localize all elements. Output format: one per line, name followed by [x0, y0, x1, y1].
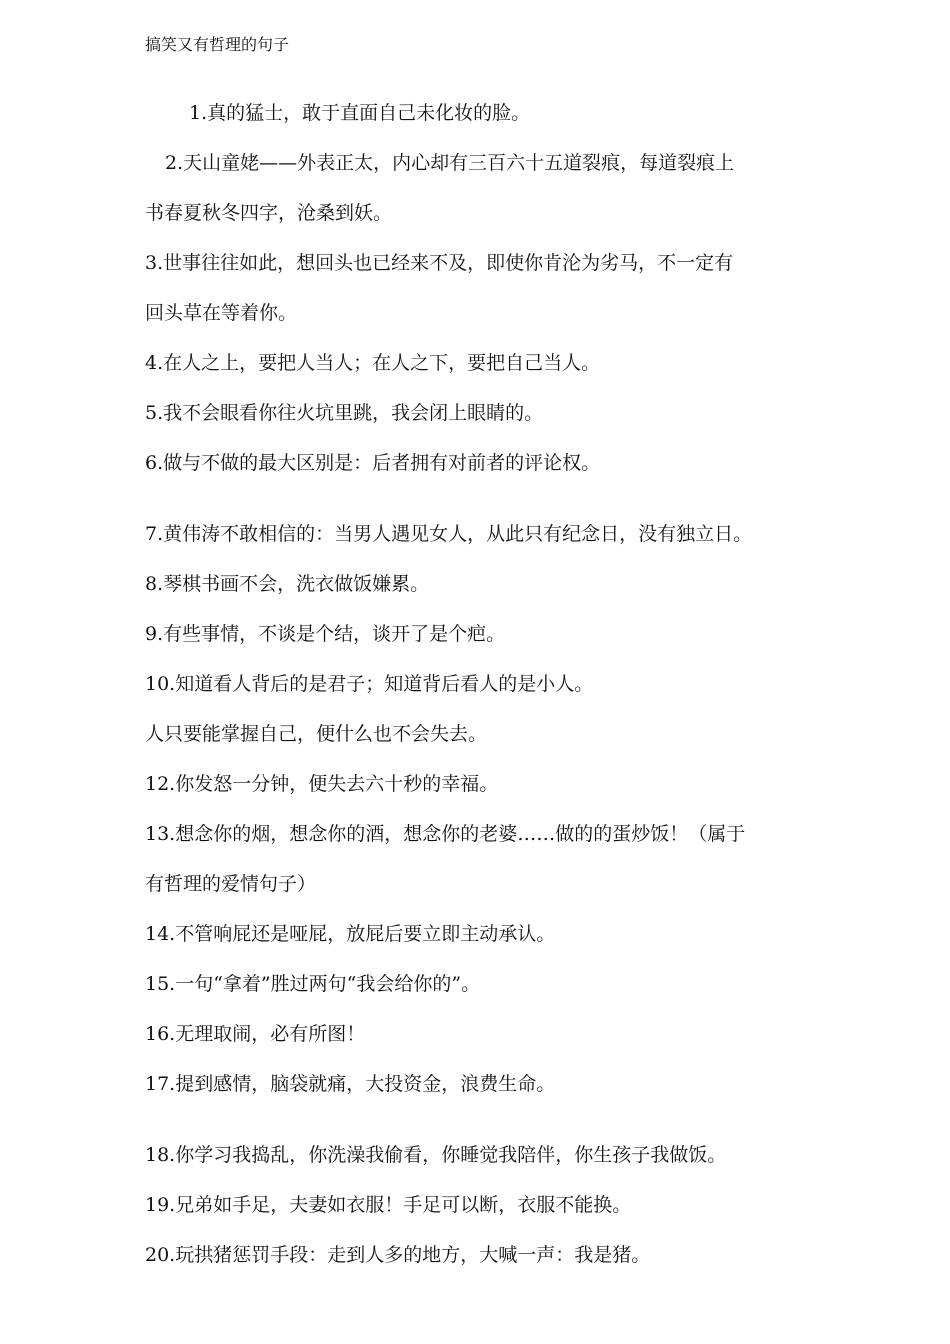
quote-line-15: 15.一句“拿着”胜过两句“我会给你的”。 [145, 973, 481, 995]
paragraph-gap [145, 498, 825, 519]
quote-line-7: 7.黄伟涛不敢相信的：当男人遇见女人，从此只有纪念日，没有独立日。 [145, 523, 753, 545]
quote-line-8: 8.琴棋书画不会，洗衣做饭嫌累。 [145, 573, 430, 595]
quote-line-11: 人只要能掌握自己，便什么也不会失去。 [145, 723, 488, 745]
quote-line-4: 4.在人之上，要把人当人；在人之下，要把自己当人。 [145, 352, 601, 374]
quote-line-16: 16.无理取闹，必有所图！ [145, 1023, 366, 1045]
quote-line-17: 17.提到感情，脑袋就痛，大投资金，浪费生命。 [145, 1073, 556, 1095]
quote-line-14: 14.不管响屁还是哑屁，放屁后要立即主动承认。 [145, 923, 556, 945]
page-header: 搞笑又有哲理的句子 [145, 35, 290, 54]
quote-line-18: 18.你学习我捣乱，你洗澡我偷看，你睡觉我陪伴，你生孩子我做饭。 [145, 1144, 727, 1166]
quote-line-12: 12.你发怒一分钟，便失去六十秒的幸福。 [145, 773, 499, 795]
quote-line-9: 9.有些事情，不谈是个结，谈开了是个疤。 [145, 623, 506, 645]
quote-line-13: 13.想念你的烟，想念你的酒，想念你的老婆……做的的蛋炒饭！（属于 [145, 823, 746, 845]
quote-line-13-cont: 有哲理的爱情句子） [145, 873, 317, 895]
paragraph-gap [145, 1119, 825, 1140]
quote-line-19: 19.兄弟如手足，夫妻如衣服！手足可以断，衣服不能换。 [145, 1194, 632, 1216]
quote-line-6: 6.做与不做的最大区别是：后者拥有对前者的评论权。 [145, 452, 601, 474]
quote-line-10: 10.知道看人背后的是君子；知道背后看人的是小人。 [145, 673, 594, 695]
quote-line-2: 2.天山童姥——外表正太，内心却有三百六十五道裂痕，每道裂痕上 [165, 152, 735, 174]
document-body [145, 98, 825, 1290]
quote-line-3: 3.世事往往如此，想回头也已经来不及，即使你肯沦为劣马，不一定有 [145, 252, 734, 274]
quote-line-5: 5.我不会眼看你往火坑里跳，我会闭上眼睛的。 [145, 402, 544, 424]
quote-line-2-cont: 书春夏秋冬四字，沧桑到妖。 [145, 202, 393, 224]
quote-line-20: 20.玩拱猪惩罚手段：走到人多的地方，大喊一声：我是猪。 [145, 1244, 651, 1266]
quote-line-1: 1.真的猛士，敢于直面自己未化妆的脸。 [189, 102, 531, 124]
quote-line-3-cont: 回头草在等着你。 [145, 302, 298, 324]
